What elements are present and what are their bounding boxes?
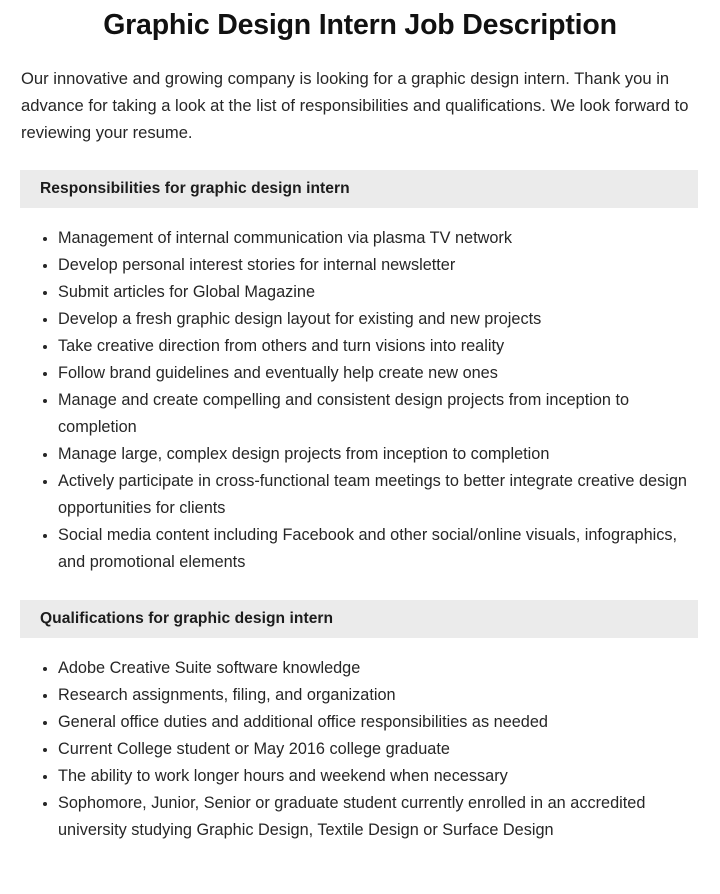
section-header-responsibilities <box>20 170 698 208</box>
list-item: Develop a fresh graphic design layout for existing and new projects <box>0 306 696 333</box>
list-item: Take creative direction from others and turn visions into reality <box>0 333 696 360</box>
list-item: Research assignments, filing, and organization <box>0 682 696 709</box>
list-item: Sophomore, Junior, Senior or graduate student currently enrolled in an accredited university studying Graphic Design, Textile Design or Surface Design <box>0 790 696 844</box>
list-item: Follow brand guidelines and eventually help create new ones <box>0 360 696 387</box>
list-item: Manage large, complex design projects from inception to completion <box>0 441 696 468</box>
list-item: The ability to work longer hours and weekend when necessary <box>0 763 696 790</box>
list-item: Adobe Creative Suite software knowledge <box>0 655 696 682</box>
list-item: Current College student or May 2016 college graduate <box>0 736 696 763</box>
list-item: Submit articles for Global Magazine <box>0 279 696 306</box>
page-title: Graphic Design Intern Job Description <box>103 9 617 41</box>
list-item: Manage and create compelling and consistent design projects from inception to completion <box>0 387 696 441</box>
list-item: Management of internal communication via plasma TV network <box>0 225 696 252</box>
list-item: Develop personal interest stories for internal newsletter <box>0 252 696 279</box>
section-header-label: Responsibilities for graphic design intern <box>40 180 350 197</box>
section-header-label: Qualifications for graphic design intern <box>40 610 334 627</box>
section-header-qualifications <box>20 600 698 638</box>
list-item: Social media content including Facebook and other social/online visuals, infographics, and promotional elements <box>0 522 696 576</box>
responsibilities-list <box>0 208 720 576</box>
list-item: General office duties and additional office responsibilities as needed <box>0 709 696 736</box>
list-item: Actively participate in cross-functional team meetings to better integrate creative design opportunities for clients <box>0 468 696 522</box>
intro-paragraph: Our innovative and growing company is looking for a graphic design intern. Thank you in advance for taking a look at the list of responsibilities and qualifications. We look forward to reviewing your resume. <box>21 69 689 142</box>
qualifications-list <box>0 638 720 844</box>
